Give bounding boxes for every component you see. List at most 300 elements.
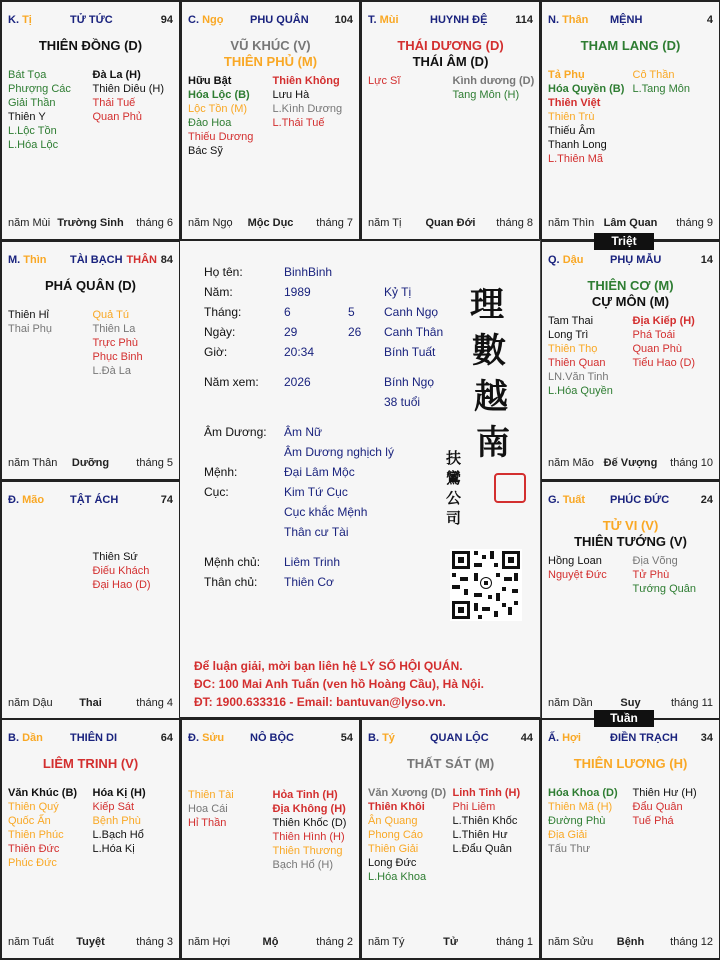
palace-name: MỆNH [610, 14, 643, 26]
star: Lưu Hà [272, 89, 310, 101]
palace-dan[interactable] [0, 718, 181, 960]
left-stars [368, 786, 451, 884]
palace-year: năm Tý [368, 936, 405, 948]
palace-header [548, 254, 713, 268]
star: Thiên Trù [548, 111, 595, 123]
star: Hoa Cái [188, 803, 228, 815]
menh-label: Mệnh: [204, 465, 238, 479]
right-stars [271, 74, 354, 130]
star: Thiên Hình (H) [272, 831, 345, 843]
logo-char-2: 數 [472, 331, 506, 371]
center-info-panel [180, 240, 540, 718]
palace-month: tháng 11 [670, 697, 713, 709]
cuc-value: Kim Tứ Cục [284, 485, 348, 499]
palace-stem: Đ. [8, 494, 19, 506]
palace-ti[interactable] [360, 718, 541, 960]
palace-age: 64 [160, 732, 173, 744]
palace-month: tháng 3 [136, 936, 173, 948]
seal-char-2: 鸞 [446, 469, 462, 487]
palace-name: PHỤ MẪU [610, 254, 662, 266]
day-label: Ngày: [204, 325, 236, 339]
day-lunar: 26 [348, 325, 362, 339]
thanchu-label: Thân chủ: [204, 575, 258, 589]
star: Thiếu Âm [548, 125, 596, 137]
star: Phi Liêm [452, 801, 496, 813]
star: Thai Phụ [8, 323, 53, 335]
palace-mui[interactable] [360, 0, 541, 241]
star: L.Thiên Mã [548, 153, 604, 165]
palace-month: tháng 4 [136, 697, 173, 709]
star: Long Đức [368, 857, 417, 869]
amduong-label: Âm Dương: [204, 425, 267, 439]
palace-stem-branch [8, 254, 47, 266]
star: Lộc Tồn (M) [188, 103, 248, 115]
left-stars [8, 68, 91, 152]
view-year-value: 2026 [284, 375, 311, 389]
star: Lực Sĩ [368, 75, 401, 87]
palace-stem: M. [8, 254, 21, 266]
palace-stem-branch [8, 14, 32, 26]
palace-name: PHU QUÂN [250, 14, 309, 26]
right-stars [91, 68, 174, 124]
star: Thiên Phúc [8, 829, 64, 841]
main-star: THIÊN PHỦ (M) [223, 54, 318, 69]
main-star: VŨ KHÚC (V) [230, 38, 311, 53]
tuan-tag: Tuần [594, 710, 654, 727]
main-star: TỬ VI (V) [602, 518, 659, 533]
palace-stem-branch [8, 494, 44, 506]
palace-stem: C. [188, 14, 199, 26]
palace-branch: Thìn [23, 254, 47, 266]
right-stars [631, 554, 714, 596]
palace-age: 94 [160, 14, 173, 26]
month-label: Tháng: [204, 305, 242, 319]
palace-age: 34 [700, 732, 713, 744]
palace-branch: Dần [22, 732, 43, 744]
palace-stem-branch [548, 732, 581, 744]
palace-header [548, 494, 713, 508]
palace-header [368, 14, 533, 28]
year-label: Năm: [204, 285, 233, 299]
palace-name: ĐIỀN TRẠCH [610, 732, 678, 744]
star: Thiên Khôi [368, 801, 425, 813]
palace-tuat[interactable] [540, 480, 720, 721]
left-stars [8, 308, 91, 336]
star: Thiên Thọ [548, 343, 598, 355]
right-stars [451, 786, 534, 856]
star: Thiên Tài [188, 789, 234, 801]
palace-dau[interactable] [540, 240, 720, 481]
name-label: Họ tên: [204, 265, 243, 279]
star: L.Đẩu Quân [452, 843, 512, 855]
star: Hóa Quyền (B) [548, 83, 625, 95]
logo-char-1: 理 [470, 285, 504, 325]
right-stars [91, 550, 174, 592]
palace-year: năm Dần [548, 697, 593, 709]
palace-branch: Ngọ [202, 14, 224, 26]
contact-address: ĐC: 100 Mai Anh Tuấn (ven hồ Hoàng Cầu), Hà Nội. [194, 677, 485, 691]
star: Thiên Quan [548, 357, 606, 369]
left-stars [548, 68, 631, 166]
main-star: CỰ MÔN (M) [591, 294, 670, 309]
palace-year: năm Ngọ [188, 217, 233, 229]
main-star: LIÊM TRINH (V) [42, 756, 139, 771]
cuc-note: Cục khắc Mệnh [284, 505, 368, 519]
name-value: BinhBinh [284, 265, 333, 279]
star: Thiên Đức [8, 843, 60, 855]
logo-char-4: 南 [476, 423, 510, 463]
palace-hoi[interactable] [540, 718, 720, 960]
star: Thiên Việt [548, 97, 601, 109]
star: Phượng Các [8, 83, 71, 95]
star: Địa Không (H) [272, 803, 346, 815]
cuc-label: Cục: [204, 485, 229, 499]
palace-month: tháng 12 [670, 936, 713, 948]
palace-suu[interactable] [180, 718, 361, 960]
star: Thiên Thương [272, 845, 343, 857]
palace-stage: Mộ [262, 936, 279, 948]
left-stars [188, 788, 271, 830]
day-solar: 29 [284, 325, 298, 339]
star: Thiên Y [8, 111, 46, 123]
star: Linh Tinh (H) [452, 787, 521, 799]
star: Hóa Khoa (D) [548, 787, 618, 799]
star: Hỏa Tinh (H) [272, 789, 338, 801]
star: Đại Hao (D) [92, 579, 151, 591]
star: Tử Phù [632, 569, 670, 581]
star: Hỉ Thần [188, 817, 227, 829]
star: Cô Thần [632, 69, 675, 81]
palace-header [8, 14, 173, 28]
star: Quả Tú [92, 309, 129, 321]
red-seal-stamp [494, 473, 526, 503]
star: Thiên Hỉ [8, 309, 49, 321]
star: Thiên Không [272, 75, 340, 87]
star: Thiếu Dương [188, 131, 254, 143]
star: Ân Quang [368, 815, 418, 827]
view-year-label: Năm xem: [204, 375, 259, 389]
palace-year: năm Tị [368, 217, 402, 229]
main-star: THAM LANG (D) [580, 38, 681, 53]
palace-name: QUAN LỘC [430, 732, 489, 744]
star: Bác Sỹ [188, 145, 223, 157]
star: Thiên Khốc (D) [272, 817, 347, 829]
star: Thiên Quý [8, 801, 59, 813]
menh-value: Đại Lâm Mộc [284, 465, 355, 479]
qr-code[interactable] [450, 549, 522, 621]
palace-stage: Lâm Quan [603, 217, 658, 229]
palace-month: tháng 7 [316, 217, 353, 229]
star: Tả Phụ [548, 69, 585, 81]
palace-stem: Đ. [188, 732, 199, 744]
palace-footer [8, 697, 173, 711]
palace-month: tháng 2 [316, 936, 353, 948]
palace-footer [188, 936, 353, 950]
palace-stage: Trường Sinh [57, 217, 124, 229]
palace-footer [548, 457, 713, 471]
seal-char-3: 公 [446, 489, 462, 507]
palace-footer [188, 217, 353, 231]
view-age: 38 tuổi [384, 395, 421, 409]
main-star: THIÊN CƠ (M) [587, 278, 674, 293]
star: Hóa Lộc (B) [188, 89, 250, 101]
palace-year: năm Dậu [8, 697, 53, 709]
star: Phục Binh [92, 351, 143, 363]
seal-char-1: 扶 [446, 449, 462, 467]
star: L.Bạch Hổ [92, 829, 144, 841]
palace-than[interactable] [540, 0, 720, 241]
star: Bệnh Phù [92, 815, 141, 827]
palace-stem: N. [548, 14, 559, 26]
star: Thiên Diêu (H) [92, 83, 165, 95]
palace-footer [8, 457, 173, 471]
palace-footer [8, 217, 173, 231]
day-can: Canh Thân [384, 325, 444, 339]
star: Thiên Sứ [92, 551, 138, 563]
contact-phone-email[interactable]: ĐT: 1900.633316 - Email: bantuvan@lyso.vn. [194, 695, 446, 709]
palace-name: THIÊN DI [70, 732, 118, 744]
menhchu-label: Mệnh chủ: [204, 555, 261, 569]
star: Bát Tọa [8, 69, 47, 81]
star: Tang Môn (H) [452, 89, 520, 101]
palace-mao[interactable] [0, 480, 181, 721]
star: LN.Văn Tinh [548, 371, 609, 383]
palace-header [8, 254, 173, 268]
main-star: THÁI ÂM (D) [412, 54, 489, 69]
star: Văn Khúc (B) [8, 787, 78, 799]
palace-footer [548, 697, 713, 711]
palace-stem: Q. [548, 254, 560, 266]
palace-footer [368, 936, 533, 950]
star: L.Đà La [92, 365, 132, 377]
palace-footer [368, 217, 533, 231]
palace-name: TÀI BẠCH [70, 254, 123, 266]
palace-ngo[interactable] [180, 0, 361, 241]
palace-month: tháng 1 [496, 936, 533, 948]
triet-tag: Triệt [594, 233, 654, 250]
palace-stem: G. [548, 494, 560, 506]
palace-stage: Bệnh [616, 936, 645, 948]
star: Quan Phù [632, 343, 683, 355]
month-can: Canh Ngọ [384, 305, 439, 319]
star: Thiên Giải [368, 843, 419, 855]
palace-stem-branch [368, 732, 395, 744]
palace-header [188, 14, 353, 28]
palace-footer [8, 936, 173, 950]
main-star: THIÊN ĐỒNG (D) [38, 38, 143, 53]
star: L.Hóa Quyền [548, 385, 613, 397]
left-stars [8, 786, 91, 870]
star: L.Thiên Hư [452, 829, 508, 841]
main-star: THẤT SÁT (M) [406, 756, 495, 771]
palace-stage: Quan Đới [425, 217, 476, 229]
star: Thanh Long [548, 139, 607, 151]
palace-stem-branch [188, 732, 224, 744]
star: Long Trì [548, 329, 589, 341]
than-marker: THÂN [126, 254, 157, 266]
palace-stem: K. [8, 14, 19, 26]
palace-name: TẬT ÁCH [70, 494, 119, 506]
star: Thiên Mã (H) [548, 801, 613, 813]
left-stars [548, 314, 631, 398]
star: Thái Tuế [92, 97, 136, 109]
palace-age: 4 [706, 14, 713, 26]
star: Bạch Hổ (H) [272, 859, 334, 871]
palace-footer [548, 936, 713, 950]
palace-stem-branch [188, 14, 223, 26]
palace-stem: T. [368, 14, 377, 26]
hour-can: Bính Tuất [384, 345, 436, 359]
palace-header [8, 494, 173, 508]
star: Giải Thần [8, 97, 56, 109]
palace-header [368, 732, 533, 746]
star: Tam Thai [548, 315, 594, 327]
palace-month: tháng 10 [670, 457, 713, 469]
star: Địa Võng [632, 555, 678, 567]
star: Quan Phủ [92, 111, 143, 123]
palace-header [188, 732, 353, 746]
star: Tuế Phá [632, 815, 674, 827]
palace-branch: Mùi [379, 14, 399, 26]
year-value: 1989 [284, 285, 311, 299]
view-year-can: Bính Ngọ [384, 375, 435, 389]
palace-branch: Tý [382, 732, 395, 744]
star: Tấu Thư [548, 843, 591, 855]
main-star: THIÊN LƯƠNG (H) [573, 756, 688, 771]
right-stars [631, 786, 714, 828]
palace-stage: Suy [620, 697, 641, 709]
year-can: Kỷ Tị [384, 285, 412, 299]
palace-stem-branch [548, 14, 588, 26]
palace-ty[interactable] [0, 0, 181, 241]
palace-thin[interactable] [0, 240, 181, 481]
hour-label: Giờ: [204, 345, 228, 359]
palace-branch: Hợi [562, 732, 581, 744]
palace-stage: Dưỡng [71, 457, 110, 469]
star: L.Hóa Khoa [368, 871, 427, 883]
palace-header [8, 732, 173, 746]
main-star: THÁI DƯƠNG (D) [397, 38, 504, 53]
star: Tướng Quân [632, 583, 696, 595]
amduong-note: Âm Dương nghịch lý [284, 445, 394, 459]
palace-year: năm Hợi [188, 936, 231, 948]
palace-year: năm Thân [8, 457, 58, 469]
palace-name: NÔ BỘC [250, 732, 294, 744]
palace-branch: Sửu [202, 732, 225, 744]
palace-age: 104 [334, 14, 353, 26]
palace-age: 84 [160, 254, 173, 266]
palace-branch: Tị [22, 14, 32, 26]
contact-line-1: Để luận giải, mời bạn liên hệ LÝ SỐ HỘI QUÁN. [194, 659, 463, 673]
seal-char-4: 司 [446, 509, 462, 527]
palace-branch: Tuất [562, 494, 586, 506]
palace-stage: Mộc Dục [247, 217, 294, 229]
palace-age: 44 [520, 732, 533, 744]
palace-stage: Đế Vượng [603, 457, 658, 469]
palace-month: tháng 5 [136, 457, 173, 469]
left-stars [548, 554, 631, 582]
star: Phúc Đức [8, 857, 57, 869]
star: Địa Giải [548, 829, 588, 841]
star: Đường Phù [548, 815, 606, 827]
than-cu: Thân cư Tài [284, 525, 349, 539]
menhchu-value: Liêm Trinh [284, 555, 341, 569]
hour-value: 20:34 [284, 345, 315, 359]
star: Phá Toái [632, 329, 676, 341]
palace-branch: Dậu [562, 254, 584, 266]
palace-name: PHÚC ĐỨC [610, 494, 670, 506]
star: L.Hóa Kị [92, 843, 135, 855]
palace-month: tháng 8 [496, 217, 533, 229]
palace-branch: Mão [22, 494, 45, 506]
palace-age: 114 [515, 14, 533, 26]
star: Địa Kiếp (H) [632, 315, 695, 327]
star: Tiểu Hao (D) [632, 357, 696, 369]
star: Kiếp Sát [92, 801, 135, 813]
right-stars [91, 308, 174, 378]
palace-age: 24 [700, 494, 713, 506]
star: Kình dương (D) [452, 75, 535, 87]
palace-year: năm Mùi [8, 217, 51, 229]
logo-char-3: 越 [474, 377, 508, 417]
palace-year: năm Thìn [548, 217, 595, 229]
palace-age: 14 [700, 254, 713, 266]
palace-stem: Ấ. [548, 732, 559, 744]
main-star: THIÊN TƯỚNG (V) [574, 534, 687, 549]
star: Hồng Loan [548, 555, 602, 567]
star: L.Kình Dương [272, 103, 343, 115]
star: Hóa Kị (H) [92, 787, 146, 799]
palace-age: 54 [340, 732, 353, 744]
palace-month: tháng 9 [676, 217, 713, 229]
star: L.Tang Môn [632, 83, 690, 95]
star: Điếu Khách [92, 565, 150, 577]
right-stars [631, 314, 714, 370]
palace-footer [548, 217, 713, 231]
palace-stage: Tử [443, 936, 458, 948]
palace-stem-branch [548, 494, 585, 506]
palace-stem: B. [368, 732, 379, 744]
palace-name: HUYNH ĐỆ [430, 14, 488, 26]
star: Đào Hoa [188, 117, 232, 129]
palace-year: năm Sửu [548, 936, 594, 948]
palace-stage: Tuyệt [76, 936, 105, 948]
star: Phong Cáo [368, 829, 424, 841]
star: L.Lộc Tồn [8, 125, 57, 137]
palace-stem-branch [548, 254, 583, 266]
palace-age: 74 [160, 494, 173, 506]
main-star: PHÁ QUÂN (D) [45, 278, 136, 293]
month-lunar: 5 [348, 305, 355, 319]
palace-stem-branch [368, 14, 399, 26]
star: Văn Xương (D) [368, 787, 447, 799]
palace-year: năm Tuất [8, 936, 54, 948]
star: L.Hóa Lộc [8, 139, 59, 151]
star: Nguyệt Đức [548, 569, 607, 581]
star: Đà La (H) [92, 69, 141, 81]
palace-header [548, 14, 713, 28]
palace-header [548, 732, 713, 746]
star: L.Thiên Khốc [452, 815, 518, 827]
left-stars [368, 74, 451, 88]
palace-stage: Thai [79, 697, 102, 709]
right-stars [451, 74, 534, 102]
palace-year: năm Mão [548, 457, 594, 469]
palace-stem: B. [8, 732, 19, 744]
star: Thiên La [92, 323, 136, 335]
star: Đẩu Quân [632, 801, 683, 813]
palace-branch: Thân [562, 14, 589, 26]
